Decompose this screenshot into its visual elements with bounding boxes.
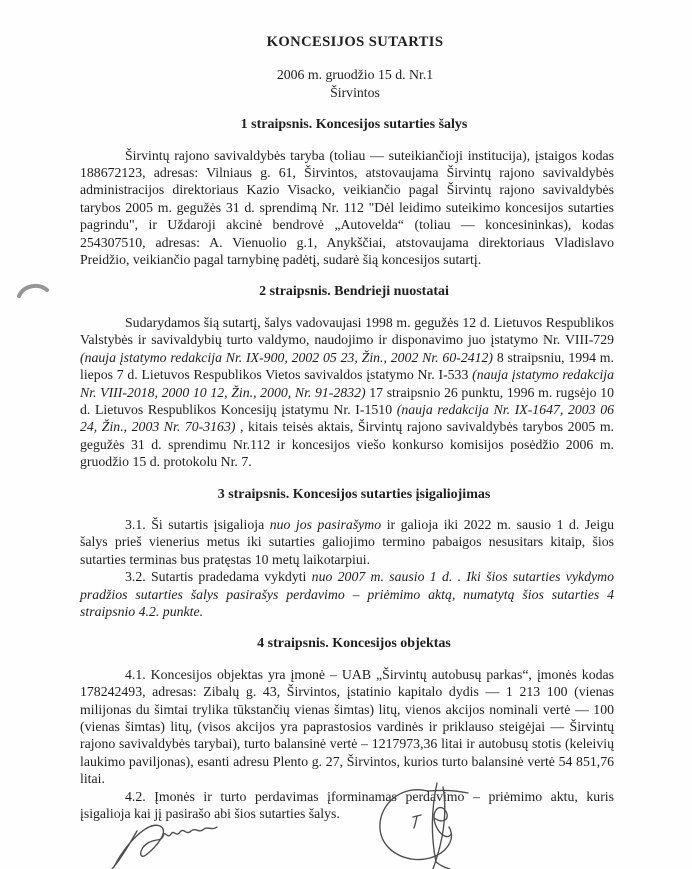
paragraph-run: 4.1. Koncesijos objektas yra įmonė – UAB „Širvintų autobusų parkas“, įmonės kodas 178242493, adresas: Zibalų g. 43, Širvintos, įstatinio kapitalo dydis — 1 213 100 (vienas milijonas du šimtai trylika tūkstančių vienas šimtas) litų, vienos akcijos nominali vertė — 100 (vienas šimtas) litų, (visos akcijos yra paprastosios vardinės ir priklauso steigėjai — Širvintų rajono savivaldybės tarybai), turto balansinė vertė – 1217973,36 litai ir autobusų stotis (keleivių laukimo paviljonas), esanti adresu Plento g. 27, Širvintos, kurios turto balansinė vertė 54 851,76 litai. xyxy=(80,666,614,787)
paragraph-run-italic: nuo 2007 m. sausio 1 d. . Iki šios sutarties vykdymo pradžios sutarties šalys pasirašys perdavimo – priėmimo aktą, numatytą šios sutarties 4 straipsnio 4.2. punkte. xyxy=(80,569,614,619)
paragraph xyxy=(80,568,614,620)
paragraph-run: Sudarydamos šią sutartį, šalys vadovaujasi 1998 m. gegužės 12 d. Lietuvos Respublikos Valstybės ir savivaldybių turto valdymo, naudojimo ir disponavimo juo įstatymo Nr. VIII-729 xyxy=(80,314,614,348)
paragraph-run: 17 straipsnio 26 punktu, 1996 m. rugsėjo 10 d. Lietuvos Respublikos Koncesijų įstatymu Nr. I-1510 xyxy=(80,384,614,417)
signature-right-icon xyxy=(370,782,482,869)
paragraph-run: , kitais teisės aktais, Širvintų rajono savivaldybės tarybos 2005 m. gegužės 31 d. sprendimu Nr.112 ir koncesijos viešo konkurso komisijos posėdžio 2006 m. gruodžio 15 d. protokolu Nr. 7. xyxy=(80,419,615,470)
paragraph-run-italic: (nauja įstatymo redakcija Nr. VIII-2018, 2000 10 12, Žin., 2000, Nr. 91-2832) xyxy=(80,367,615,400)
paragraph xyxy=(80,314,614,471)
paragraph-run-italic: (nauja įstatymo redakcija Nr. IX-900, 2002 05 23, Žin., 2002 Nr. 60-2412) xyxy=(80,349,494,365)
section-heading-1: 1 straipsnis. Koncesijos sutarties šalys xyxy=(240,117,468,133)
signature-left-icon xyxy=(106,816,241,869)
paragraph xyxy=(80,516,614,568)
paragraph-run: 8 straipsniu, 1994 m. liepos 7 d. Lietuvos Respublikos Vietos savivaldos įstatymo Nr. I-533 xyxy=(80,349,614,383)
paragraph-run-italic: (nauja redakcija Nr. IX-1647, 2003 06 24, Žin., 2003 Nr. 70-3163) xyxy=(80,401,614,435)
document-sections xyxy=(80,116,614,822)
section-heading-3: 3 straipsnis. Koncesijos sutarties įsigaliojimas xyxy=(217,486,491,502)
paragraph-run: 4.2. Įmonės ir turto perdavimas įforminamas perdavimo – priėmimo aktu, kuris įsigalioja kai jį pasirašo abi šios sutarties šalys. xyxy=(80,788,614,822)
paragraph-run: Širvintų rajono savivaldybės taryba (toliau — suteikiančioji institucija), įstaigos kodas 188672123, adresas: Vilniaus g. 61, Širvintos, atstovaujama Širvintų rajono savivaldybės administracijos direktoriaus Kazio Visacko, veikiančio pagal Širvintų rajono savivaldybės tarybos 2005 m. gegužės 31 d. sprendimą Nr. 112 "Dėl leidimo suteikimo koncesijos sutarties pagrindu", ir Uždaroji akcinė bendrovė „Autovelda“ (toliau — koncesininkas), kodas 254307510, adresas: A. Vienuolio g.1, Anykščiai, atstovaujama direktoriaus Vladislavo Preidžio, veikiančio pagal tarnybinę padėtį, sudarė šią koncesijos sutartį. xyxy=(80,147,614,268)
document-content xyxy=(80,30,614,822)
paragraph-run: 3.1. Ši sutartis įsigalioja xyxy=(125,516,270,532)
paragraph xyxy=(80,666,614,788)
document-title: KONCESIJOS SUTARTIS xyxy=(266,34,444,50)
document-place-line: Širvintos xyxy=(330,84,380,100)
scan-crescent-artifact-icon xyxy=(16,280,50,300)
paragraph-run: 3.2. Sutartis pradedama vykdyti xyxy=(125,569,312,585)
paragraph-run-italic: nuo jos pasirašymo xyxy=(269,516,382,532)
paragraph xyxy=(80,147,614,269)
paragraph-run: ir galioja iki 2022 m. sausio 1 d. Jeigu šalys prieš vienerius metus iki sutarties galiojimo termino pabaigos nesusitars kitaip, šios sutarties terminas bus pratęstas 10 metų laikotarpiui. xyxy=(80,516,614,567)
document-date-line: 2006 m. gruodžio 15 d. Nr.1 xyxy=(276,67,434,83)
section-heading-4: 4 straipsnis. Koncesijos objektas xyxy=(257,636,451,652)
section-heading-2: 2 straipsnis. Bendrieji nuostatai xyxy=(259,284,449,300)
